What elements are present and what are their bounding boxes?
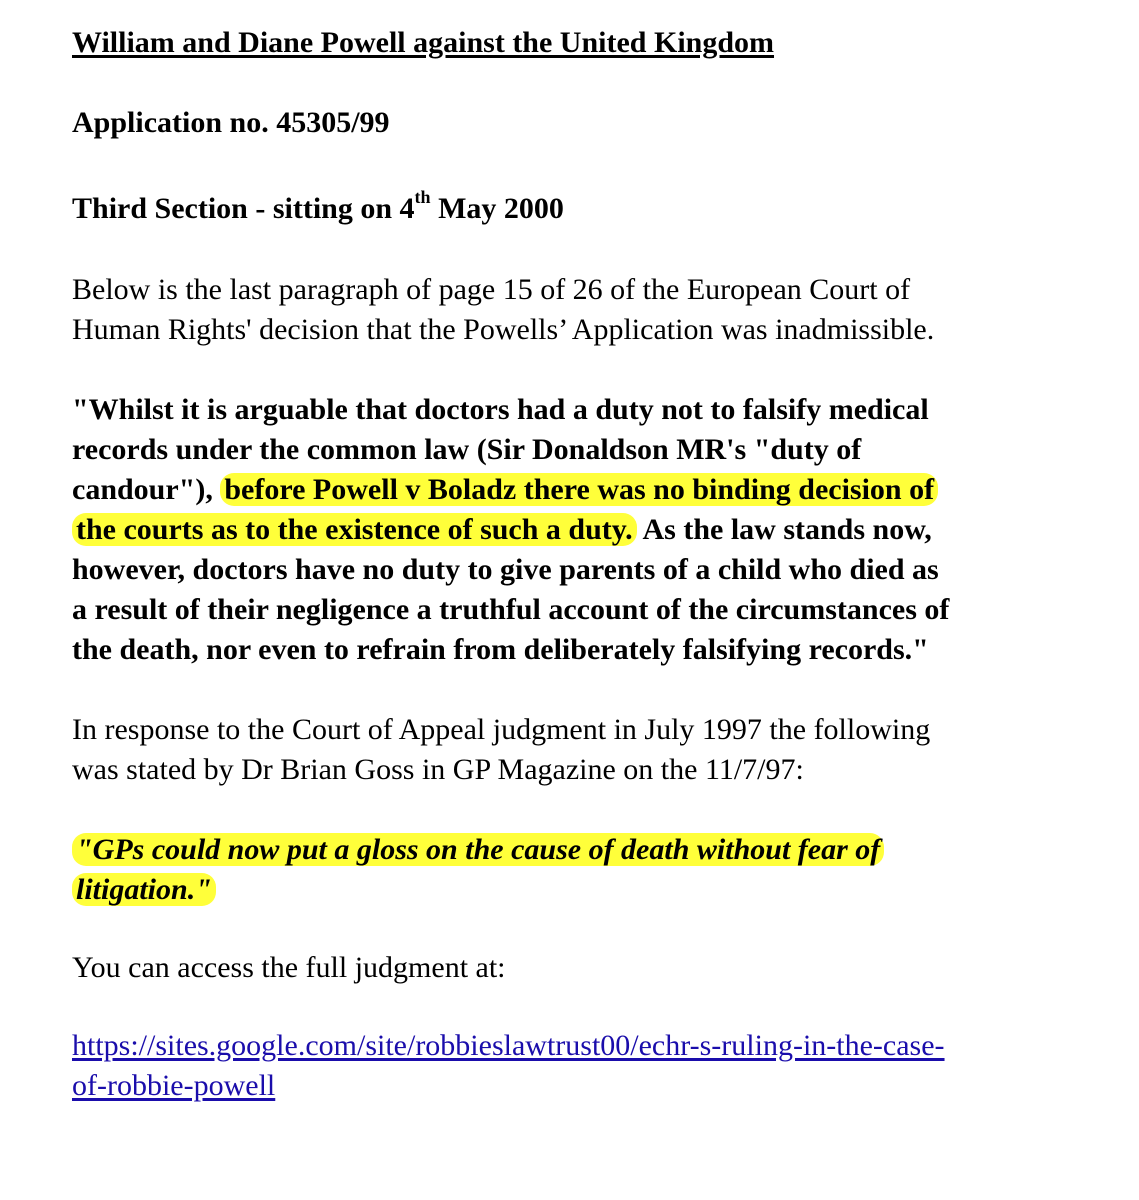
section-sitting-line [72,182,1112,228]
link-line: of-robbie-powell [72,1069,276,1102]
response-line: was stated by Dr Brian Goss in GP Magazine on the 11/7/97: [72,753,804,786]
judgment-link-block [72,1026,1112,1106]
response-paragraph [72,710,1112,790]
quote-line: the death, nor even to refrain from deliberately falsifying records." [72,633,929,666]
quote-line [72,470,1112,510]
quote-line: records under the common law (Sir Donaldson MR's "duty of [72,433,862,466]
court-quote [72,390,1112,670]
document-page [72,24,1112,1106]
judgment-link[interactable] [72,1026,1112,1106]
highlighted-text: litigation." [72,873,216,906]
link-line: https://sites.google.com/site/robbieslawtrust00/echr-s-ruling-in-the-case- [72,1029,945,1062]
quote-line: "Whilst it is arguable that doctors had a duty not to falsify medical [72,393,929,426]
intro-paragraph [72,270,1112,350]
gp-quote-line [72,870,1112,910]
section-superscript: th [414,187,431,207]
gp-quote [72,830,1112,910]
application-number: Application no. 45305/99 [72,106,390,139]
section-prefix: Third Section - sitting on 4 [72,192,415,225]
quote-line [72,510,1112,550]
access-text: You can access the full judgment at: [72,951,506,984]
document-title: William and Diane Powell against the United Kingdom [72,26,775,59]
quote-line: a result of their negligence a truthful account of the circumstances of [72,593,950,626]
gp-quote-line [72,830,1112,870]
quote-text: As the law stands now, [636,513,932,546]
intro-line: Human Rights' decision that the Powells’ Application was inadmissible. [72,313,935,346]
response-line: In response to the Court of Appeal judgment in July 1997 the following [72,713,931,746]
highlighted-text: before Powell v Boladz there was no binding decision of [220,473,938,506]
section-suffix: May 2000 [430,192,564,225]
quote-text: candour"), [72,473,221,506]
highlighted-text: "GPs could now put a gloss on the cause of death without fear of [72,833,884,866]
highlighted-text: the courts as to the existence of such a duty. [72,513,637,546]
quote-line: however, doctors have no duty to give parents of a child who died as [72,553,939,586]
intro-line: Below is the last paragraph of page 15 of 26 of the European Court of [72,273,911,306]
